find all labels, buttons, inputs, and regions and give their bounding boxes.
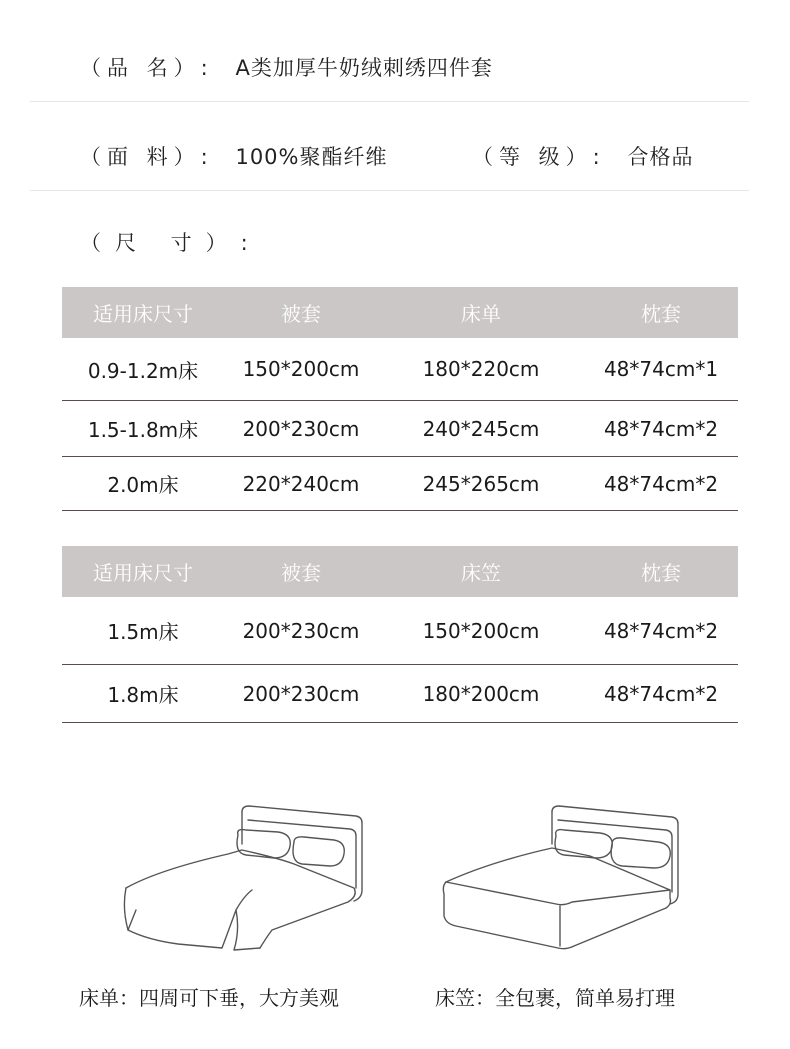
cell-bed-size: 1.5m床 bbox=[107, 620, 179, 644]
fitted-sheet-caption: 床笠：全包裹，简单易打理 bbox=[435, 986, 675, 1010]
header-bed-size: 适用床尺寸 bbox=[93, 561, 193, 585]
product-name-value: A类加厚牛奶绒刺绣四件套 bbox=[235, 56, 493, 80]
size-table-sheet bbox=[62, 287, 738, 511]
header-pillowcase: 枕套 bbox=[641, 302, 681, 326]
header-duvet: 被套 bbox=[281, 561, 321, 585]
cell-duvet: 200*230cm bbox=[242, 416, 360, 441]
cell-bed-size: 1.5-1.8m床 bbox=[87, 418, 199, 442]
grade-label: （等 级）: bbox=[472, 145, 606, 169]
cell-duvet: 200*230cm bbox=[242, 681, 360, 706]
divider bbox=[30, 101, 749, 102]
grade-row bbox=[472, 141, 693, 171]
table-row bbox=[62, 338, 738, 401]
cell-bed-size: 1.8m床 bbox=[107, 683, 179, 707]
cell-pillowcase: 48*74cm*2 bbox=[603, 416, 719, 441]
table-row bbox=[62, 457, 738, 511]
table-header bbox=[62, 287, 738, 338]
table-header bbox=[62, 546, 738, 597]
product-name-label: （品 名）: bbox=[80, 56, 214, 80]
cell-duvet: 200*230cm bbox=[242, 618, 360, 643]
header-pillowcase: 枕套 bbox=[641, 561, 681, 585]
divider bbox=[30, 190, 749, 191]
size-table-fitted bbox=[62, 546, 738, 723]
cell-sheet: 240*245cm bbox=[422, 416, 540, 441]
cell-sheet: 245*265cm bbox=[422, 471, 540, 496]
header-fitted-sheet: 床笠 bbox=[461, 561, 501, 585]
size-label: （尺 寸）: bbox=[80, 231, 262, 255]
material-value: 100%聚酯纤维 bbox=[235, 145, 388, 169]
cell-bed-size: 2.0m床 bbox=[107, 473, 179, 497]
size-row bbox=[80, 227, 262, 257]
product-name-row bbox=[80, 52, 493, 82]
cell-fitted-sheet: 150*200cm bbox=[422, 618, 540, 643]
cell-pillowcase: 48*74cm*1 bbox=[603, 357, 719, 381]
cell-duvet: 220*240cm bbox=[242, 471, 360, 496]
fitted-sheet-bed-illustration bbox=[440, 800, 690, 960]
cell-pillowcase: 48*74cm*2 bbox=[603, 471, 719, 496]
cell-fitted-sheet: 180*200cm bbox=[422, 681, 540, 706]
header-bed-size: 适用床尺寸 bbox=[93, 302, 193, 326]
table-row bbox=[62, 665, 738, 723]
grade-value: 合格品 bbox=[627, 145, 694, 169]
cell-duvet: 150*200cm bbox=[242, 357, 360, 381]
material-row bbox=[80, 141, 388, 171]
header-sheet: 床单 bbox=[461, 302, 501, 326]
flat-sheet-bed-illustration bbox=[118, 800, 368, 960]
cell-pillowcase: 48*74cm*2 bbox=[603, 618, 719, 643]
table-row bbox=[62, 597, 738, 665]
material-label: （面 料）: bbox=[80, 145, 214, 169]
table-row bbox=[62, 401, 738, 457]
cell-sheet: 180*220cm bbox=[422, 357, 540, 381]
header-duvet: 被套 bbox=[281, 302, 321, 326]
cell-pillowcase: 48*74cm*2 bbox=[603, 681, 719, 706]
flat-sheet-caption: 床单：四周可下垂，大方美观 bbox=[79, 986, 339, 1010]
cell-bed-size: 0.9-1.2m床 bbox=[87, 358, 199, 383]
